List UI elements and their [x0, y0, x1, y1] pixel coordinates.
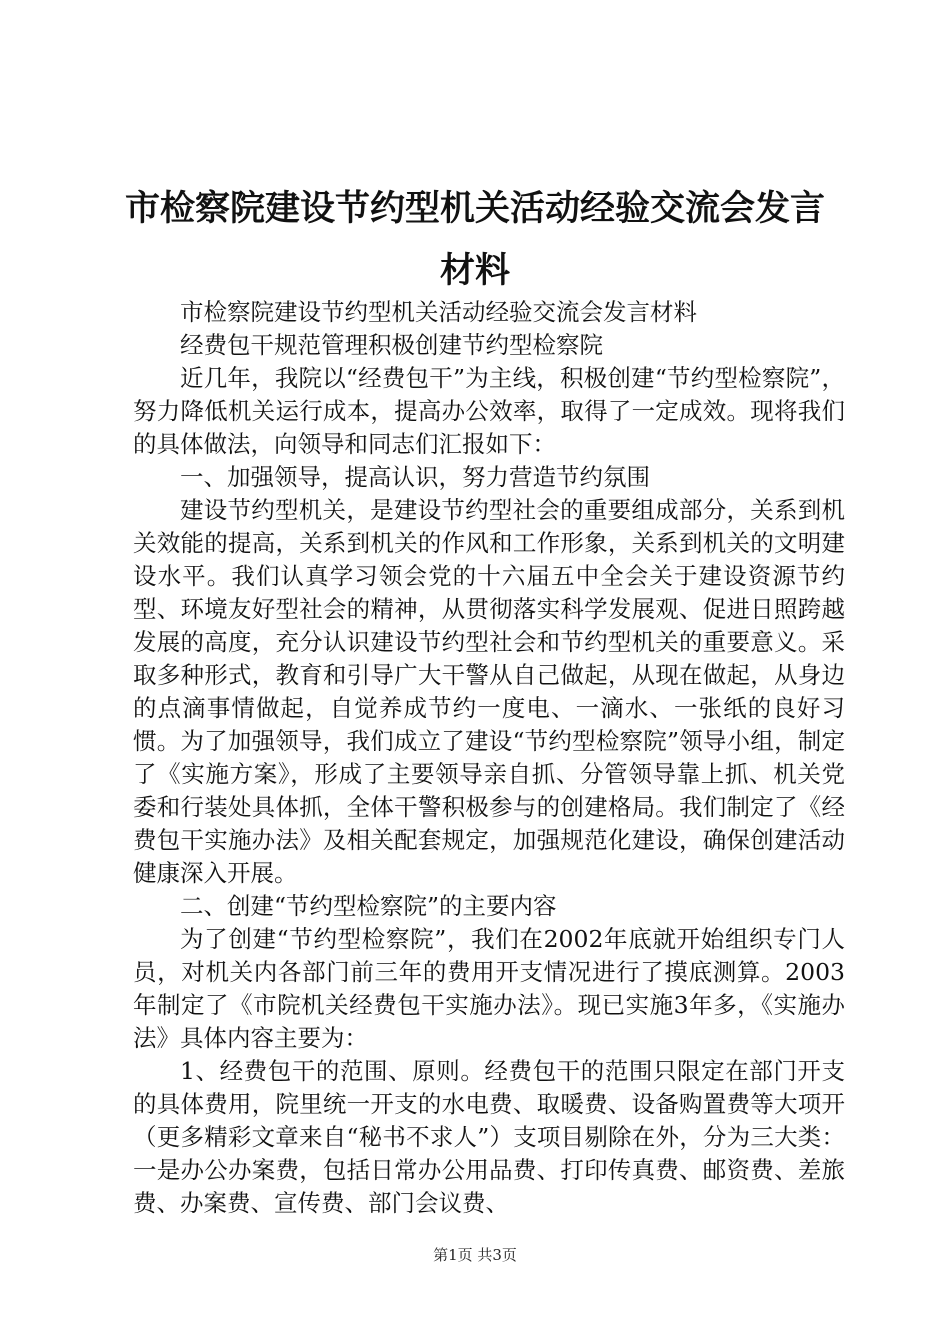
paragraph-subtitle-repeat: 市检察院建设节约型机关活动经验交流会发言材料: [180, 298, 697, 326]
page-footer: 第1页 共3页: [433, 1246, 517, 1264]
paragraph-item-1: 1、经费包干的范围、原则。经费包干的范围只限定在部门开支的具体费用，院里统一开支的水电费、取暖费、设备购置费等大项开（更多精彩文章来自“秘书不求人”）支项目剔除在外，分为三大类：一是办公办案费，包括日常办公用品费、打印传真费、邮资费、差旅费、办案费、宣传费、部门会议费、: [133, 1057, 845, 1217]
document-title: 市检察院建设节约型机关活动经验交流会发言材料: [124, 189, 825, 291]
section-heading-2: 二、创建“节约型检察院”的主要内容: [180, 892, 557, 920]
paragraph-heading: 经费包干规范管理积极创建节约型检察院: [180, 331, 603, 359]
paragraph-section-2: 为了创建“节约型检察院”，我们在2002年底就开始组织专门人员，对机关内各部门前三年的费用开支情况进行了摸底测算。2003年制定了《市院机关经费包干实施办法》。现已实施3年多，《实施办法》具体内容主要为：: [133, 925, 845, 1052]
paragraph-section-1: 建设节约型机关，是建设节约型社会的重要组成部分，关系到机关效能的提高，关系到机关的作风和工作形象，关系到机关的文明建设水平。我们认真学习领会党的十六届五中全会关于建设资源节约型、环境友好型社会的精神，从贯彻落实科学发展观、促进日照跨越发展的高度，充分认识建设节约型社会和节约型机关的重要意义。采取多种形式，教育和引导广大干警从自己做起，从现在做起，从身边的点滴事情做起，自觉养成节约一度电、一滴水、一张纸的良好习惯。为了加强领导，我们成立了建设“节约型检察院”领导小组，制定了《实施方案》，形成了主要领导亲自抓、分管领导靠上抓、机关党委和行装处具体抓，全体干警积极参与的创建格局。我们制定了《经费包干实施办法》及相关配套规定，加强规范化建设，确保创建活动健康深入开展。: [133, 496, 845, 887]
section-heading-1: 一、加强领导，提高认识，努力营造节约氛围: [180, 463, 650, 491]
document-body: [133, 296, 845, 1220]
paragraph-intro: 近几年，我院以“经费包干”为主线，积极创建“节约型检察院”，努力降低机关运行成本，提高办公效率，取得了一定成效。现将我们的具体做法，向领导和同志们汇报如下：: [133, 364, 845, 458]
